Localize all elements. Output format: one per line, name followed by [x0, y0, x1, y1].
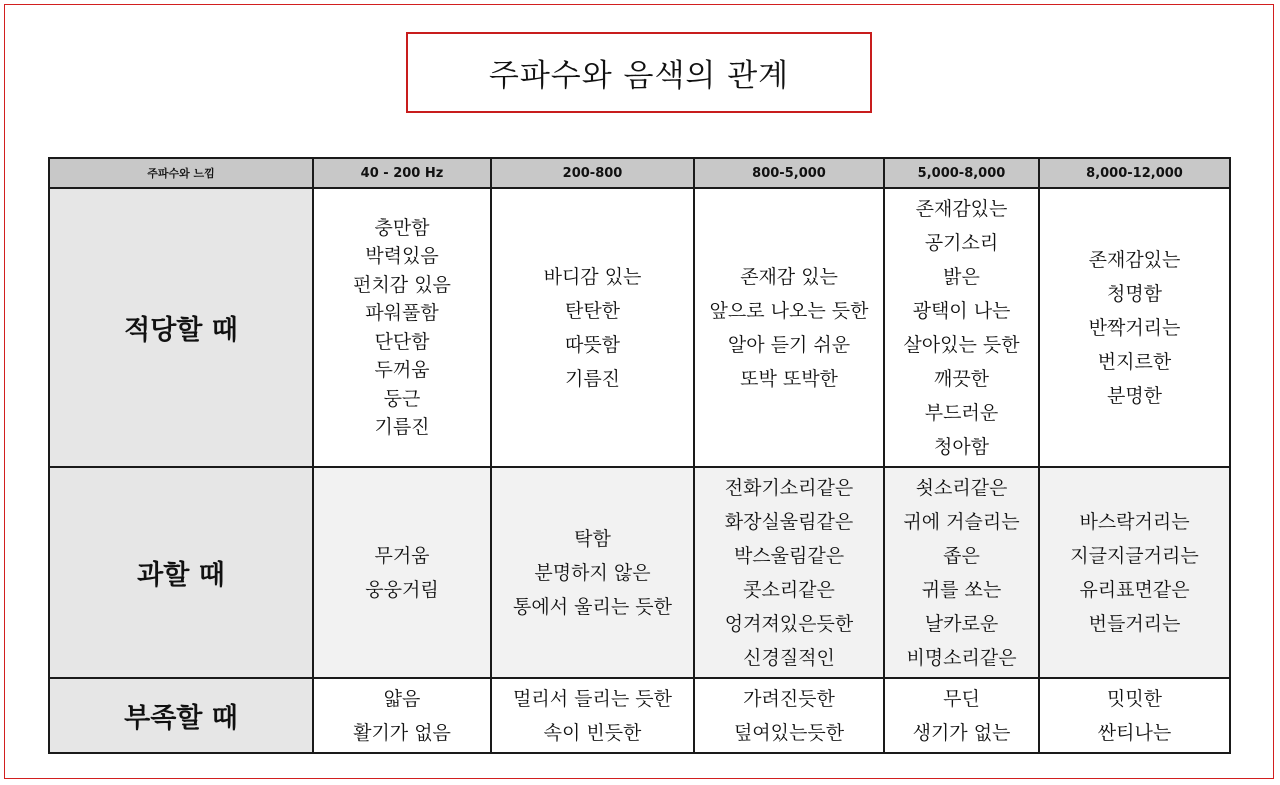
cell-line: 또박 또박한 — [740, 367, 838, 390]
cell-line: 콧소리같은 — [743, 578, 835, 601]
table-cell — [1039, 467, 1230, 678]
cell-line: 무딘 — [943, 687, 980, 710]
cell-line: 펀치감 있음 — [353, 273, 451, 296]
table-cell — [1039, 678, 1230, 753]
cell-line: 파워풀함 — [365, 302, 439, 324]
cell-lines — [885, 192, 1038, 464]
cell-line: 따뜻함 — [564, 333, 621, 356]
table-cell — [313, 467, 491, 678]
cell-line: 공기소리 — [924, 231, 999, 254]
cell-line: 탄탄한 — [564, 299, 621, 322]
frequency-timbre-table — [48, 157, 1231, 754]
cell-line: 박스울림같은 — [733, 544, 845, 567]
cell-line: 존재감있는 — [915, 197, 1008, 220]
cell-line: 분명하지 않은 — [534, 561, 651, 584]
cell-line: 활기가 없음 — [353, 721, 451, 744]
cell-lines — [695, 260, 883, 396]
cell-line: 분명한 — [1106, 384, 1163, 407]
cell-lines — [1040, 243, 1229, 413]
cell-line: 비명소리같은 — [906, 646, 1017, 669]
cell-line: 쇳소리같은 — [915, 476, 1008, 499]
table-cell — [491, 678, 694, 753]
cell-line: 속이 빈듯한 — [543, 721, 642, 744]
cell-line: 얇음 — [383, 687, 421, 710]
cell-line: 밋밋한 — [1106, 687, 1163, 710]
cell-line: 엉겨져있은듯한 — [724, 612, 854, 635]
cell-line: 통에서 울리는 듯한 — [513, 595, 672, 618]
header-col-1: 40 - 200 Hz — [313, 158, 491, 188]
table-cell — [694, 678, 884, 753]
cell-line: 바스락거리는 — [1079, 510, 1190, 533]
cell-lines — [492, 522, 693, 624]
cell-line: 앞으로 나오는 듯한 — [709, 299, 869, 322]
cell-lines — [885, 471, 1038, 675]
cell-line: 존재감 있는 — [740, 265, 838, 288]
cell-line: 귀를 쏘는 — [921, 578, 1002, 601]
cell-line: 광택이 나는 — [912, 299, 1011, 322]
row-deficient — [49, 678, 1230, 753]
row-label: 적당할 때 — [49, 188, 313, 467]
table-cell — [884, 188, 1039, 467]
header-col-4: 5,000-8,000 — [884, 158, 1039, 188]
cell-line: 충만함 — [374, 216, 430, 239]
cell-line: 반짝거리는 — [1088, 316, 1181, 339]
cell-line: 좁은 — [943, 544, 980, 567]
cell-lines — [314, 214, 490, 442]
table-cell — [884, 467, 1039, 678]
cell-line: 깨끗한 — [933, 367, 990, 390]
cell-line: 전화기소리같은 — [724, 476, 854, 499]
cell-lines — [1040, 505, 1229, 641]
row-adequate — [49, 188, 1230, 467]
cell-line: 바디감 있는 — [543, 265, 642, 288]
cell-line: 둥근 — [383, 387, 421, 410]
cell-lines — [695, 682, 883, 750]
cell-line: 탁함 — [574, 527, 611, 550]
cell-line: 덮여있는듯한 — [733, 721, 845, 744]
cell-line: 청명함 — [1106, 282, 1163, 305]
cell-line: 두꺼움 — [374, 359, 430, 381]
cell-line: 기름진 — [374, 416, 430, 438]
page-title: 주파수와 음색의 관계 — [406, 32, 872, 113]
header-col-5: 8,000-12,000 — [1039, 158, 1230, 188]
header-row — [49, 158, 1230, 188]
header-col-3: 800-5,000 — [694, 158, 884, 188]
cell-line: 무거움 — [374, 544, 430, 567]
cell-lines — [492, 682, 693, 750]
table-cell — [491, 467, 694, 678]
cell-lines — [314, 539, 490, 607]
cell-line: 번들거리는 — [1088, 612, 1181, 635]
header-corner: 주파수와 느낌 — [49, 158, 313, 188]
cell-line: 살아있는 듯한 — [903, 333, 1020, 356]
cell-line: 신경질적인 — [743, 646, 835, 669]
cell-line: 부드러운 — [924, 401, 999, 424]
cell-line: 싼티나는 — [1097, 721, 1172, 744]
cell-lines — [492, 260, 693, 396]
cell-line: 화장실울림같은 — [724, 510, 854, 533]
cell-line: 기름진 — [564, 367, 621, 390]
cell-line: 알아 듣기 쉬운 — [727, 333, 851, 356]
table-cell — [884, 678, 1039, 753]
cell-line: 날카로운 — [924, 612, 999, 635]
row-label: 과할 때 — [49, 467, 313, 678]
cell-line: 멀리서 들리는 듯한 — [513, 687, 672, 710]
table-cell — [491, 188, 694, 467]
cell-line: 밝은 — [943, 265, 980, 288]
table-cell — [1039, 188, 1230, 467]
cell-line: 번지르한 — [1097, 350, 1172, 373]
cell-line: 청아함 — [933, 435, 990, 458]
table-cell — [694, 467, 884, 678]
cell-line: 존재감있는 — [1088, 248, 1181, 271]
row-label: 부족할 때 — [49, 678, 313, 753]
cell-line: 웅웅거림 — [365, 578, 439, 601]
cell-lines — [1040, 682, 1229, 750]
table-cell — [694, 188, 884, 467]
cell-line: 귀에 거슬리는 — [903, 510, 1020, 533]
cell-line: 박력있음 — [365, 245, 439, 267]
cell-line: 단단함 — [374, 330, 430, 353]
cell-lines — [314, 682, 490, 750]
header-col-2: 200-800 — [491, 158, 694, 188]
cell-line: 유리표면같은 — [1079, 578, 1190, 601]
cell-lines — [695, 471, 883, 675]
cell-line: 생기가 없는 — [912, 721, 1011, 744]
table-cell — [313, 678, 491, 753]
cell-line: 가려진듯한 — [743, 687, 835, 710]
cell-line: 지글지글거리는 — [1070, 544, 1199, 567]
row-excessive — [49, 467, 1230, 678]
cell-lines — [885, 682, 1038, 750]
table-cell — [313, 188, 491, 467]
